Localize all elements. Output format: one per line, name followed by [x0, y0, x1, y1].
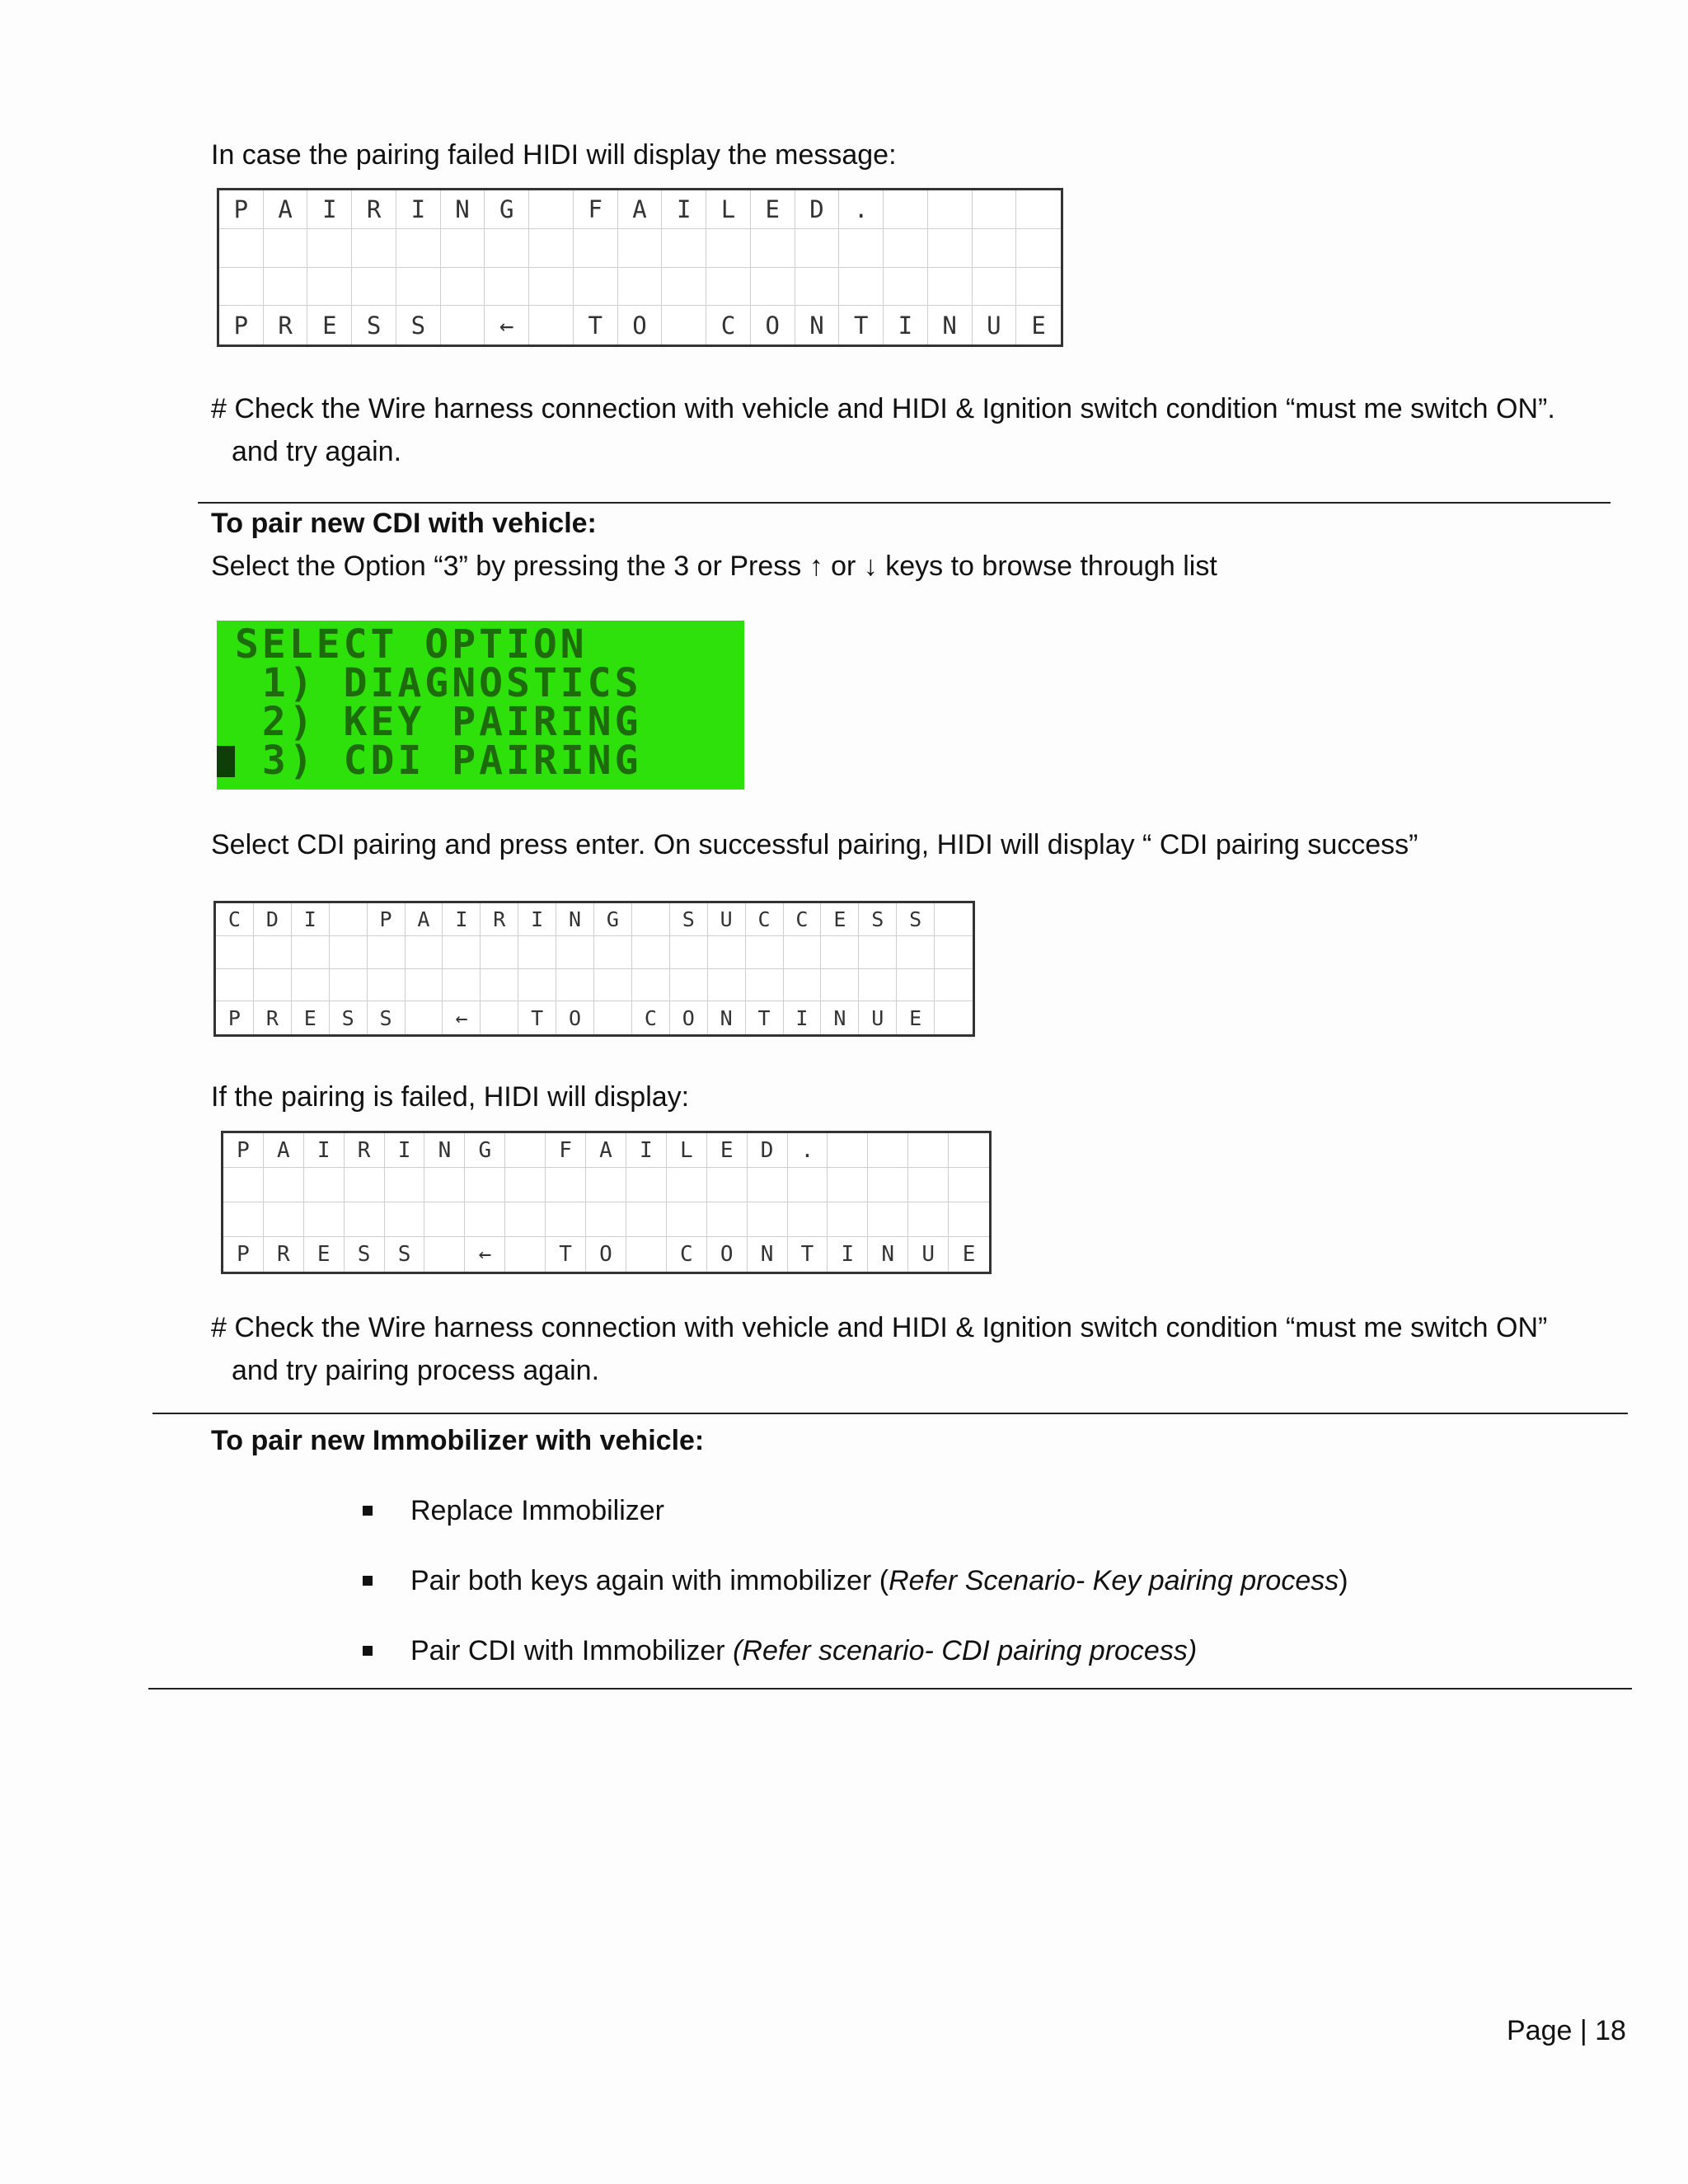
- display-cell: [443, 969, 481, 1002]
- display-cell: F: [546, 1133, 586, 1168]
- display-cell: A: [586, 1133, 626, 1168]
- display-cell: [330, 936, 368, 969]
- display-cell: [795, 268, 840, 307]
- display-cell: [505, 1237, 546, 1272]
- display-cell: [751, 229, 795, 268]
- display-cell: R: [481, 903, 518, 936]
- display-cell: [216, 969, 254, 1002]
- display-cell: N: [821, 1001, 859, 1034]
- section-divider: [198, 502, 1611, 504]
- display-cell: N: [441, 190, 485, 229]
- display-cell: [546, 1168, 586, 1202]
- display-cell: [618, 229, 663, 268]
- display-cell: U: [973, 306, 1017, 344]
- display-cell: [424, 1202, 465, 1237]
- display-cell: R: [264, 1237, 304, 1272]
- display-cell: E: [897, 1001, 935, 1034]
- display-cell: O: [707, 1237, 748, 1272]
- display-cell: [441, 306, 485, 344]
- display-cell: [746, 969, 784, 1002]
- bullet-icon: [363, 1576, 373, 1586]
- display-cell: U: [708, 903, 746, 936]
- display-cell: [556, 936, 594, 969]
- display-cell: [897, 936, 935, 969]
- display-cell: G: [485, 190, 529, 229]
- display-cell: [935, 969, 973, 1002]
- display-cell: N: [424, 1133, 465, 1168]
- display-cell: ←: [443, 1001, 481, 1034]
- display-cell: R: [264, 306, 308, 344]
- display-cell: [706, 268, 751, 307]
- display-cell: [546, 1202, 586, 1237]
- display-cell: [304, 1168, 345, 1202]
- display-cell: [632, 903, 670, 936]
- display-cell: [518, 969, 556, 1002]
- lcd-line-selected: [235, 738, 744, 784]
- display-cell: [662, 268, 706, 307]
- display-cell: [292, 936, 330, 969]
- display-cell: [626, 1237, 667, 1272]
- display-cell: [828, 1168, 868, 1202]
- display-cell: D: [795, 190, 840, 229]
- display-cell: P: [368, 903, 406, 936]
- display-cell: E: [307, 306, 352, 344]
- display-cell: [529, 190, 574, 229]
- display-cell: N: [748, 1237, 788, 1272]
- display-cell: [1016, 268, 1061, 307]
- display-cell: [518, 936, 556, 969]
- display-cell: [505, 1202, 546, 1237]
- display-cell: [935, 903, 973, 936]
- display-cell: [219, 268, 264, 307]
- display-cell: [821, 936, 859, 969]
- display-cell: [254, 936, 292, 969]
- display-cell: [839, 268, 884, 307]
- display-cell: I: [626, 1133, 667, 1168]
- display-cell: [505, 1133, 546, 1168]
- display-cell: N: [708, 1001, 746, 1034]
- display-cell: ←: [465, 1237, 505, 1272]
- display-cell: [223, 1202, 264, 1237]
- display-cell: [1016, 190, 1061, 229]
- display-failed-grid: [217, 188, 1063, 347]
- display-cell: T: [518, 1001, 556, 1034]
- display-cell: T: [746, 1001, 784, 1034]
- display-cell: [529, 306, 574, 344]
- display-cell: [828, 1133, 868, 1168]
- display-cell: [973, 229, 1017, 268]
- check-note-line-2: and try pairing process again.: [232, 1355, 600, 1386]
- display-cell: [667, 1202, 707, 1237]
- list-item: [410, 1633, 1197, 1668]
- display-cell: [330, 903, 368, 936]
- display-cell: L: [667, 1133, 707, 1168]
- display-cell: E: [1031, 311, 1046, 340]
- display-cell: [632, 936, 670, 969]
- display-cell: .: [788, 1133, 828, 1168]
- display-cell: C: [746, 903, 784, 936]
- display-cell: O: [751, 306, 795, 344]
- display-cell: [949, 1202, 989, 1237]
- list-item-text: Replace Immobilizer: [410, 1495, 664, 1526]
- display-cell: A: [618, 190, 663, 229]
- fail-text: If the pairing is failed, HIDI will display:: [211, 1081, 690, 1113]
- display-cell: [935, 1001, 973, 1034]
- display-cell: I: [292, 903, 330, 936]
- list-item-text: Pair both keys again with immobilizer (: [410, 1565, 889, 1596]
- lcd-cursor: [217, 746, 235, 777]
- bullet-icon: [363, 1506, 373, 1516]
- check-note-line-2: and try again.: [232, 436, 402, 467]
- display-cell: F: [574, 190, 618, 229]
- lcd-line: SELECT OPTION: [235, 621, 588, 668]
- display-cell: [859, 936, 897, 969]
- display-cell: S: [385, 1237, 425, 1272]
- display-cell: [368, 936, 406, 969]
- bullet-icon: [363, 1646, 373, 1656]
- display-cell: O: [556, 1001, 594, 1034]
- display-cell: N: [928, 306, 973, 344]
- display-cell: [594, 969, 632, 1002]
- display-cell: [632, 969, 670, 1002]
- display-cell: S: [897, 903, 935, 936]
- display-cell: [788, 1168, 828, 1202]
- display-cell: [908, 1133, 949, 1168]
- display-cell: [574, 229, 618, 268]
- display-cell: [670, 969, 708, 1002]
- display-cell: [928, 229, 973, 268]
- display-cell: [928, 190, 973, 229]
- display-cell: [441, 268, 485, 307]
- display-cell: I: [307, 190, 352, 229]
- display-cell: [352, 229, 396, 268]
- display-cell: E: [821, 903, 859, 936]
- list-item-reference: (Refer scenario- CDI pairing process): [733, 1635, 1198, 1666]
- display-cell: I: [385, 1133, 425, 1168]
- page-number: Page | 18: [1507, 2015, 1626, 2046]
- lcd-line: 2) KEY PAIRING: [235, 699, 642, 745]
- display-cell: S: [352, 306, 396, 344]
- display-cell: [441, 229, 485, 268]
- display-cell: E: [962, 1242, 976, 1267]
- display-cell: [586, 1168, 626, 1202]
- display-cell: A: [264, 190, 308, 229]
- display-cell: [485, 268, 529, 307]
- display-cell: [708, 936, 746, 969]
- display-cell: L: [706, 190, 751, 229]
- display-cell: ←: [485, 306, 529, 344]
- display-cell: [529, 268, 574, 307]
- display-cell: U: [859, 1001, 897, 1034]
- display-cell: [935, 936, 973, 969]
- display-cell: [748, 1168, 788, 1202]
- display-cell: [884, 268, 928, 307]
- display-cell: [795, 229, 840, 268]
- display-cell: [330, 969, 368, 1002]
- display-cell: [481, 969, 518, 1002]
- display-cell: [626, 1168, 667, 1202]
- check-note-line-1: # Check the Wire harness connection with vehicle and HIDI & Ignition switch condition “must me switch ON”.: [211, 393, 1555, 424]
- display-cell: P: [219, 306, 264, 344]
- display-cell: [443, 936, 481, 969]
- display-cell: T: [546, 1237, 586, 1272]
- display-cell: [485, 229, 529, 268]
- display-cell: [707, 1202, 748, 1237]
- display-cell: R: [254, 1001, 292, 1034]
- display-cell: R: [345, 1133, 385, 1168]
- display-cell: I: [662, 190, 706, 229]
- list-item: [410, 1563, 1348, 1598]
- display-cell: R: [352, 190, 396, 229]
- display-cell: I: [828, 1237, 868, 1272]
- display-cell: S: [368, 1001, 406, 1034]
- display-cell: S: [670, 903, 708, 936]
- display-cell: [406, 1001, 443, 1034]
- intro-text: In case the pairing failed HIDI will display the message:: [211, 139, 897, 171]
- display-cell: [406, 936, 443, 969]
- section-heading-cdi: To pair new CDI with vehicle:: [211, 508, 597, 539]
- display-cell: [784, 969, 822, 1002]
- display-cell: [626, 1202, 667, 1237]
- display-cell: [264, 1202, 304, 1237]
- display-cell: C: [632, 1001, 670, 1034]
- display-cell: S: [396, 306, 441, 344]
- display-cell: [307, 229, 352, 268]
- display-cell: [662, 229, 706, 268]
- display-cell: [406, 969, 443, 1002]
- display-cell: C: [706, 306, 751, 344]
- display-cell: [594, 1001, 632, 1034]
- display-cell: G: [594, 903, 632, 936]
- display-cell: N: [795, 306, 840, 344]
- display-cell: I: [443, 903, 481, 936]
- display-cell: [821, 969, 859, 1002]
- display-cell: [529, 229, 574, 268]
- lcd-select-option-display: [217, 621, 744, 790]
- display-cell: T: [839, 306, 884, 344]
- display-cell: [618, 268, 663, 307]
- display-cell: C: [216, 903, 254, 936]
- display-cell: [788, 1202, 828, 1237]
- display-cell: [706, 229, 751, 268]
- display-cell: N: [868, 1237, 908, 1272]
- display-cell: [345, 1168, 385, 1202]
- display-cell: [662, 306, 706, 344]
- list-item-text: Pair CDI with Immobilizer: [410, 1635, 734, 1666]
- display-cell: E: [292, 1001, 330, 1034]
- display-cell: [667, 1168, 707, 1202]
- display-cell: [868, 1133, 908, 1168]
- display-cell: T: [574, 306, 618, 344]
- display-cell: [505, 1168, 546, 1202]
- display-cell: [254, 969, 292, 1002]
- display-cell: [264, 1168, 304, 1202]
- display-cell: [292, 969, 330, 1002]
- display-cell: I: [884, 306, 928, 344]
- display-cell: C: [784, 903, 822, 936]
- display-cell: [908, 1202, 949, 1237]
- display-cell: [216, 936, 254, 969]
- display-cell: [352, 268, 396, 307]
- section-divider: [148, 1688, 1632, 1690]
- display-cell: [223, 1168, 264, 1202]
- display-cell: [884, 190, 928, 229]
- display-cell: U: [908, 1237, 949, 1272]
- list-item-tail: ): [1339, 1565, 1348, 1596]
- display-cell: O: [618, 306, 663, 344]
- display-cell: [465, 1202, 505, 1237]
- display-cell: [264, 229, 308, 268]
- display-cell: .: [839, 190, 884, 229]
- display-success-grid: [213, 901, 975, 1037]
- display-cell: [928, 268, 973, 307]
- display-cell: [670, 936, 708, 969]
- display-cell: P: [223, 1237, 264, 1272]
- display-cell: P: [219, 190, 264, 229]
- display-cell: [424, 1168, 465, 1202]
- display-cell: E: [707, 1133, 748, 1168]
- display-cell: E: [304, 1237, 345, 1272]
- display-cell: [897, 969, 935, 1002]
- display-cell: [594, 936, 632, 969]
- display-cell: [385, 1202, 425, 1237]
- display-cell: [908, 1168, 949, 1202]
- display-cell: [424, 1237, 465, 1272]
- list-item-reference: Refer Scenario- Key pairing process: [889, 1565, 1339, 1596]
- display-cell: [1016, 229, 1061, 268]
- display-cell: [748, 1202, 788, 1237]
- display-cell: [396, 268, 441, 307]
- display-cell: P: [216, 1001, 254, 1034]
- display-cell: I: [304, 1133, 345, 1168]
- display-cell: [884, 229, 928, 268]
- display-cell: [264, 268, 308, 307]
- display-cell: [859, 969, 897, 1002]
- display-cell: [465, 1168, 505, 1202]
- lcd-line-text: 3) CDI PAIRING: [235, 738, 642, 784]
- display-cell: C: [667, 1237, 707, 1272]
- display-cell: [574, 268, 618, 307]
- display-cell: D: [254, 903, 292, 936]
- display-cell: S: [345, 1237, 385, 1272]
- display-cell: [973, 268, 1017, 307]
- cdi-instruction: Select the Option “3” by pressing the 3 or Press ↑ or ↓ keys to browse through list: [211, 551, 1217, 582]
- display-cell: [784, 936, 822, 969]
- list-item: [410, 1493, 664, 1528]
- display-cell: [481, 1001, 518, 1034]
- check-note-line-1: # Check the Wire harness connection with vehicle and HIDI & Ignition switch condition “must me switch ON”: [211, 1312, 1548, 1343]
- display-cell: T: [788, 1237, 828, 1272]
- display-cell: [868, 1202, 908, 1237]
- display-cell: I: [396, 190, 441, 229]
- display-cell: [949, 1133, 989, 1168]
- display-cell: [586, 1202, 626, 1237]
- display-cell: S: [859, 903, 897, 936]
- display-failed-grid: [221, 1131, 992, 1274]
- display-cell: E: [751, 190, 795, 229]
- display-cell: [481, 936, 518, 969]
- display-cell: O: [670, 1001, 708, 1034]
- section-divider: [152, 1413, 1628, 1414]
- display-cell: I: [518, 903, 556, 936]
- lcd-line: 1) DIAGNOSTICS: [235, 660, 642, 706]
- cdi-success-text: Select CDI pairing and press enter. On successful pairing, HIDI will display “ CDI pairing success”: [211, 829, 1418, 860]
- display-cell: I: [784, 1001, 822, 1034]
- display-cell: N: [556, 903, 594, 936]
- display-cell: D: [748, 1133, 788, 1168]
- section-heading-immobilizer: To pair new Immobilizer with vehicle:: [211, 1425, 705, 1456]
- display-cell: [304, 1202, 345, 1237]
- display-cell: [219, 229, 264, 268]
- display-cell: [973, 190, 1017, 229]
- display-cell: A: [406, 903, 443, 936]
- display-cell: [368, 969, 406, 1002]
- display-cell: [839, 229, 884, 268]
- display-cell: S: [330, 1001, 368, 1034]
- display-cell: [708, 969, 746, 1002]
- display-cell: [345, 1202, 385, 1237]
- display-cell: [751, 268, 795, 307]
- display-cell: [307, 268, 352, 307]
- display-cell: [707, 1168, 748, 1202]
- display-cell: P: [223, 1133, 264, 1168]
- display-cell: [556, 969, 594, 1002]
- display-cell: O: [586, 1237, 626, 1272]
- display-cell: A: [264, 1133, 304, 1168]
- display-cell: [396, 229, 441, 268]
- display-cell: [868, 1168, 908, 1202]
- display-cell: [385, 1168, 425, 1202]
- display-cell: [949, 1168, 989, 1202]
- display-cell: [828, 1202, 868, 1237]
- display-cell: [746, 936, 784, 969]
- display-cell: G: [465, 1133, 505, 1168]
